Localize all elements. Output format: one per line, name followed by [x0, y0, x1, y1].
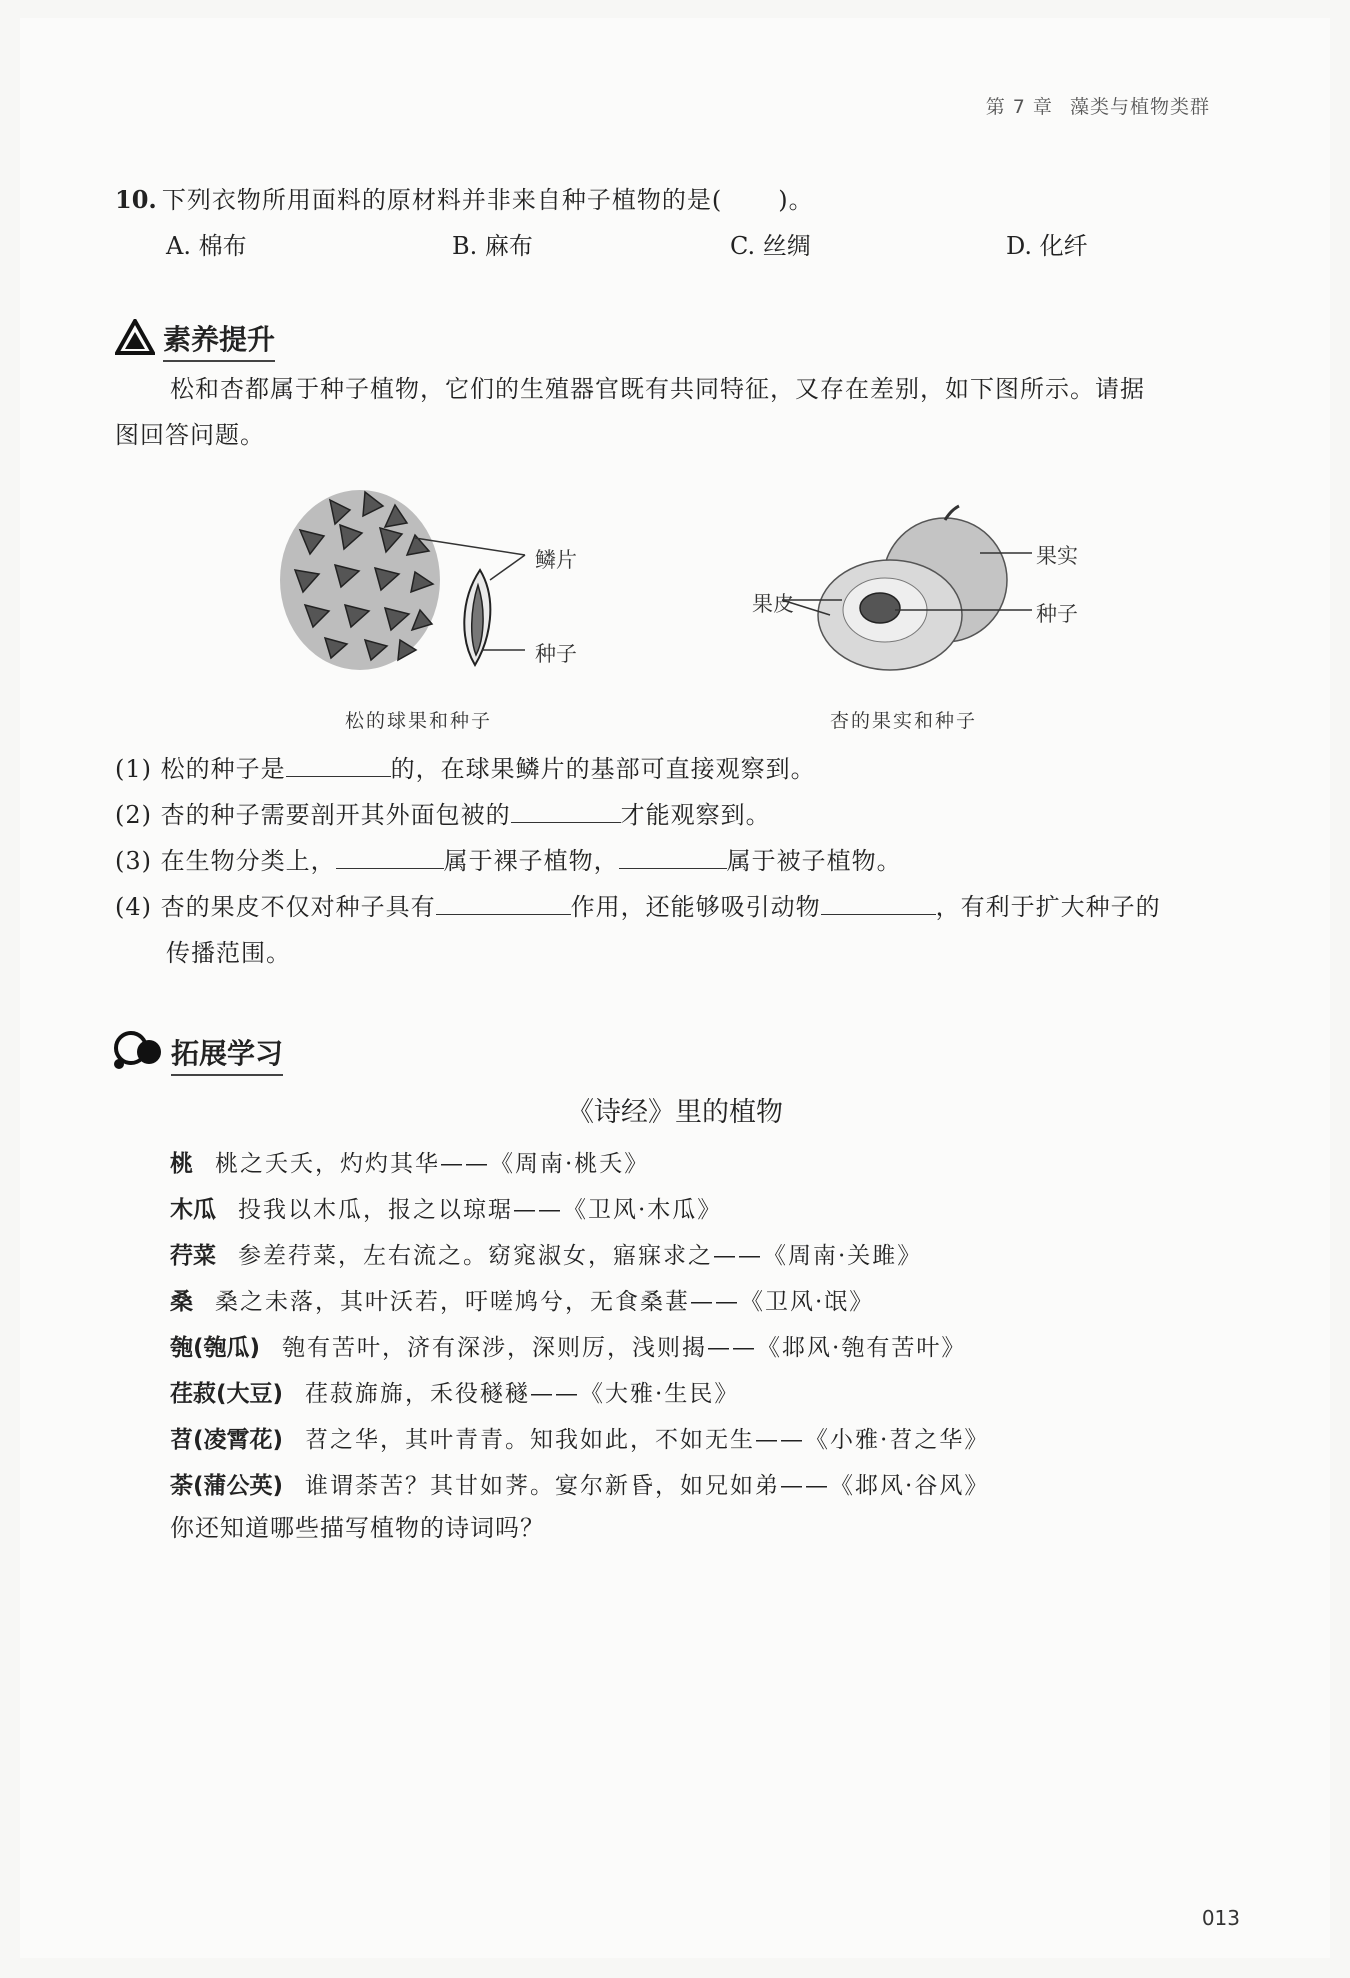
answer-blank[interactable] [511, 796, 621, 823]
question-text-end: )。 [778, 186, 814, 214]
speech-bubbles-icon [113, 1030, 163, 1077]
answer-blank[interactable] [821, 888, 936, 915]
page-number: 013 [1201, 1906, 1240, 1930]
pine-label-seed: 种子 [535, 642, 577, 666]
poem-row: 木瓜 投我以木瓜，报之以琼琚——《卫风·木瓜》 [170, 1197, 723, 1223]
poem-row: 荇菜 参差荇菜，左右流之。窈窕淑女，寤寐求之——《周南·关雎》 [170, 1243, 923, 1269]
pine-cone-illustration [280, 490, 440, 670]
page [20, 18, 1330, 1958]
option-b: B. 麻布 [452, 232, 533, 260]
section-title: 素养提升 [163, 318, 275, 362]
subquestion-4-cont: 传播范围。 [166, 939, 291, 967]
intro-line-2: 图回答问题。 [115, 421, 265, 449]
section-heading-extended [113, 1030, 283, 1077]
subquestion-2: (2) 杏的种子需要剖开其外面包被的 才能观察到。 [115, 792, 771, 838]
apricot-label-seed: 种子 [1036, 602, 1078, 626]
question-number: 10. [115, 185, 157, 214]
answer-blank[interactable] [336, 842, 444, 869]
poem-row: 匏(匏瓜) 匏有苦叶，济有深涉，深则厉，浅则揭——《邶风·匏有苦叶》 [170, 1335, 967, 1361]
warning-triangle-icon [115, 319, 155, 362]
poem-row: 荼(蒲公英) 谁谓荼苦？其甘如荠。宴尔新昏，如兄如弟——《邶风·谷风》 [170, 1473, 990, 1499]
poem-row: 荏菽(大豆) 荏菽旆旆，禾役穟穟——《大雅·生民》 [170, 1381, 740, 1407]
apricot-caption: 杏的果实和种子 [830, 710, 978, 732]
section-title: 拓展学习 [171, 1032, 283, 1076]
question-text: 下列衣物所用面料的原材料并非来自种子植物的是( [161, 186, 723, 214]
apricot-label-peel: 果皮 [752, 592, 794, 616]
apricot-label-fruit: 果实 [1036, 544, 1078, 568]
intro-line-1: 松和杏都属于种子植物，它们的生殖器官既有共同特征，又存在差别，如下图所示。请据 [170, 375, 1145, 403]
chapter-number: 第 7 章 [985, 96, 1053, 118]
section-heading-literacy [115, 318, 275, 362]
apricot-figure [780, 500, 1040, 690]
pine-caption: 松的球果和种子 [345, 710, 493, 732]
option-c: C. 丝绸 [730, 232, 811, 260]
answer-blank[interactable] [286, 750, 391, 777]
subquestion-4: (4) 杏的果皮不仅对种子具有 作用，还能够吸引动物 ，有利于扩大种子的 [115, 884, 1161, 930]
subquestion-3: (3) 在生物分类上， 属于裸子植物， 属于被子植物。 [115, 838, 902, 884]
poem-row: 桑 桑之未落，其叶沃若，吁嗟鸠兮，无食桑葚——《卫风·氓》 [170, 1289, 875, 1315]
subquestion-1: (1) 松的种子是 的，在球果鳞片的基部可直接观察到。 [115, 746, 816, 792]
poem-row: 桃 桃之夭夭，灼灼其华——《周南·桃夭》 [170, 1151, 650, 1177]
option-d: D. 化纤 [1006, 232, 1088, 260]
poem-row: 苕(凌霄花) 苕之华，其叶青青。知我如此，不如无生——《小雅·苕之华》 [170, 1427, 990, 1453]
option-a: A. 棉布 [166, 232, 247, 260]
chapter-title: 藻类与植物类群 [1069, 96, 1210, 118]
answer-blank[interactable] [619, 842, 727, 869]
answer-blank[interactable] [436, 888, 571, 915]
pine-label-scale: 鳞片 [535, 548, 577, 572]
poem-title: 《诗经》里的植物 [567, 1097, 783, 1128]
chapter-header [976, 92, 1210, 119]
question-10 [115, 180, 814, 215]
closing-question: 你还知道哪些描写植物的诗词吗？ [170, 1514, 545, 1542]
apricot-cut-illustration [818, 560, 962, 670]
